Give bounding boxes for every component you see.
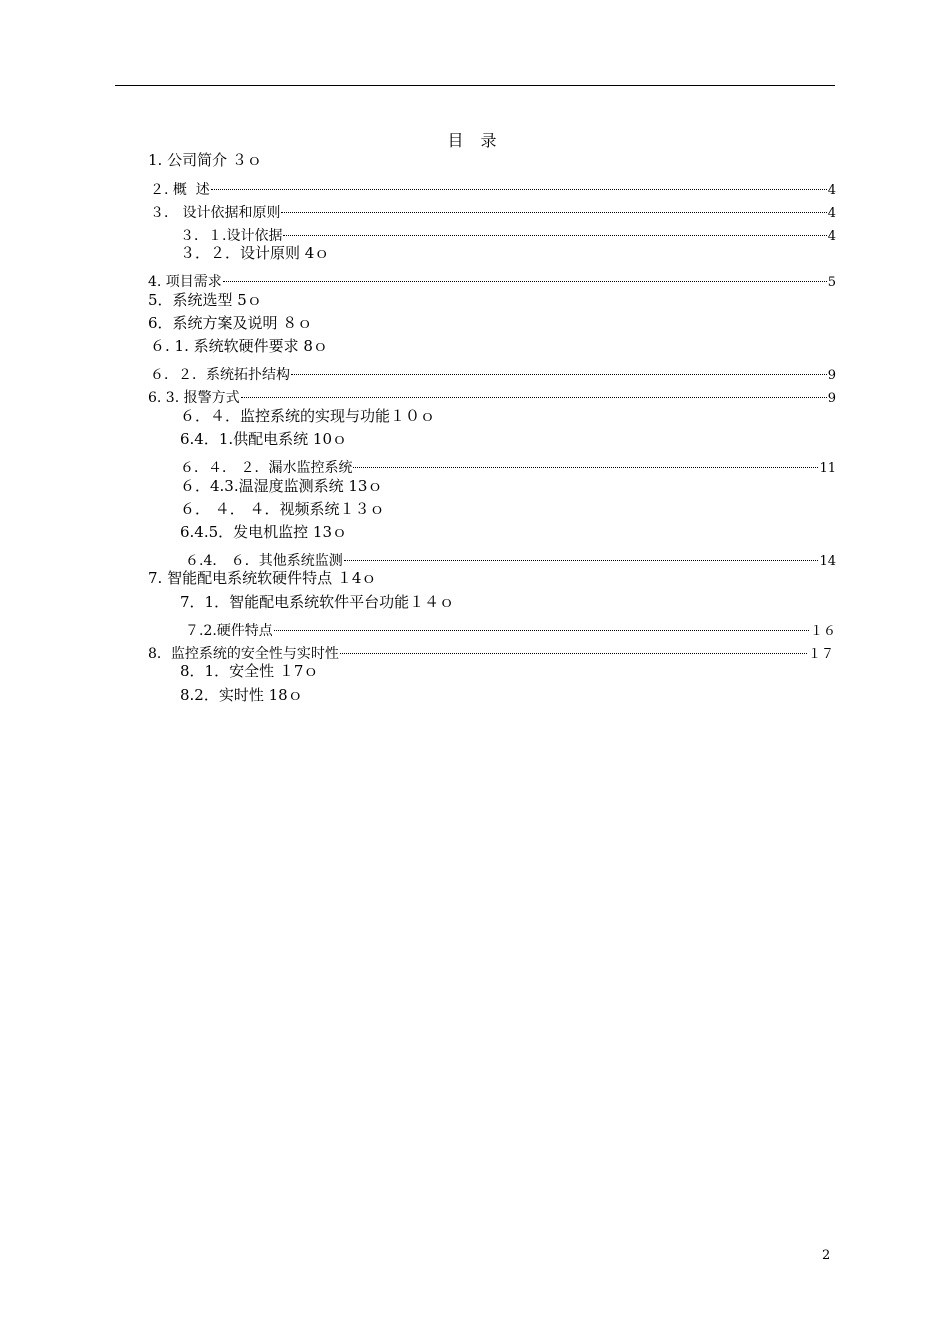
toc-entry-text: 6.4．1.供配电系统 10ｏ — [180, 430, 348, 448]
toc-entry-text: ３．１.设计依据 — [180, 228, 283, 244]
toc-entry[interactable] — [148, 150, 288, 170]
toc-entry-page: 4 — [827, 229, 836, 244]
toc-entry-page: 11 — [819, 461, 836, 476]
toc-entry-text: 1. 公司简介 ３ｏ — [148, 151, 262, 169]
toc-entry-text: 6.4.5．发电机监控 13ｏ — [180, 523, 348, 541]
toc-entry-page: 4 — [827, 206, 836, 221]
toc-entry-text: 8．1．安全性 １7ｏ — [180, 662, 319, 680]
toc-entry-page: 5 — [827, 275, 836, 290]
toc-leader-dots — [343, 545, 820, 565]
toc-entry-page: 4 — [827, 183, 836, 198]
toc-entry[interactable] — [180, 661, 380, 681]
toc-entry-text: ６．４． ２．漏水监控系统 — [180, 460, 353, 476]
toc-entry-text: 8．监控系统的安全性与实时性 — [148, 646, 339, 662]
toc-entry-page: 9 — [827, 368, 836, 383]
toc-entry-page: １６ — [809, 624, 836, 639]
toc-entry[interactable] — [148, 382, 836, 406]
toc-entry-text: ３．２．设计原则 4ｏ — [180, 244, 330, 262]
toc-entry[interactable] — [180, 685, 380, 705]
page-number: 2 — [822, 1248, 831, 1263]
toc-entry-text: 5．系统选型 5ｏ — [148, 291, 262, 309]
toc-entry-text: ２. 概 述 — [150, 182, 210, 198]
toc-entry[interactable] — [150, 197, 836, 221]
toc-entry-text: 8.2．实时性 18ｏ — [180, 686, 303, 704]
toc-entry[interactable] — [148, 290, 288, 310]
toc-leader-dots — [210, 174, 828, 194]
toc-entry-text: ６.4． ６．其他系统监测 — [185, 553, 343, 569]
toc-entry-text: ３． 设计依据和原则 — [150, 205, 281, 221]
toc-entry-text: 7. 智能配电系统软硬件特点 １4ｏ — [148, 569, 377, 587]
toc-leader-dots — [280, 197, 827, 217]
toc-entry[interactable] — [180, 220, 836, 244]
toc-entry[interactable] — [180, 243, 350, 263]
toc-entry-text: 4. 项目需求 — [148, 274, 222, 290]
toc-entry[interactable] — [180, 499, 400, 519]
toc-entry[interactable] — [180, 522, 380, 542]
toc-entry[interactable] — [185, 615, 836, 639]
toc-entry-text: 7．1．智能配电系统软件平台功能１４ｏ — [180, 593, 455, 611]
toc-entry-text: ６. 1. 系统软硬件要求 8ｏ — [150, 337, 328, 355]
toc-leader-dots — [282, 220, 827, 240]
toc-entry[interactable] — [150, 174, 836, 198]
toc-leader-dots — [240, 382, 828, 402]
toc-entry-text: ７.2.硬件特点 — [185, 623, 273, 639]
toc-entry[interactable] — [180, 592, 500, 612]
toc-leader-dots — [339, 638, 808, 658]
toc-entry[interactable] — [148, 638, 834, 662]
toc-entry-text: ６．4.3.温湿度监测系统 13ｏ — [180, 477, 383, 495]
toc-entry-text: 6. 3. 报警方式 — [148, 390, 240, 406]
toc-entry[interactable] — [148, 266, 836, 290]
toc-entry-page: 14 — [819, 554, 836, 569]
toc-entry[interactable] — [148, 568, 408, 588]
toc-leader-dots — [290, 359, 828, 379]
toc-entry[interactable] — [180, 429, 380, 449]
toc-leader-dots — [352, 452, 819, 472]
toc-leader-dots — [222, 266, 828, 286]
toc-entry-page: 9 — [827, 391, 836, 406]
toc-entry-text: ６．２．系统拓扑结构 — [150, 367, 290, 383]
toc-entry[interactable] — [150, 359, 836, 383]
toc-entry-page: １７ — [807, 647, 834, 662]
toc-entry[interactable] — [185, 545, 836, 569]
toc-entry[interactable] — [180, 476, 400, 496]
toc-entry[interactable] — [180, 452, 836, 476]
toc-entry-text: ６． ４． ４．视频系统１３ｏ — [180, 500, 385, 518]
toc-entry[interactable] — [150, 336, 350, 356]
toc-entry[interactable] — [148, 313, 348, 333]
toc-title: 目 录 — [447, 131, 503, 150]
toc-entry[interactable] — [180, 406, 480, 426]
toc-entry-text: ６．４．监控系统的实现与功能１０ｏ — [180, 407, 436, 425]
toc-leader-dots — [273, 615, 810, 635]
toc-entry-text: 6．系统方案及说明 ８ｏ — [148, 314, 313, 332]
